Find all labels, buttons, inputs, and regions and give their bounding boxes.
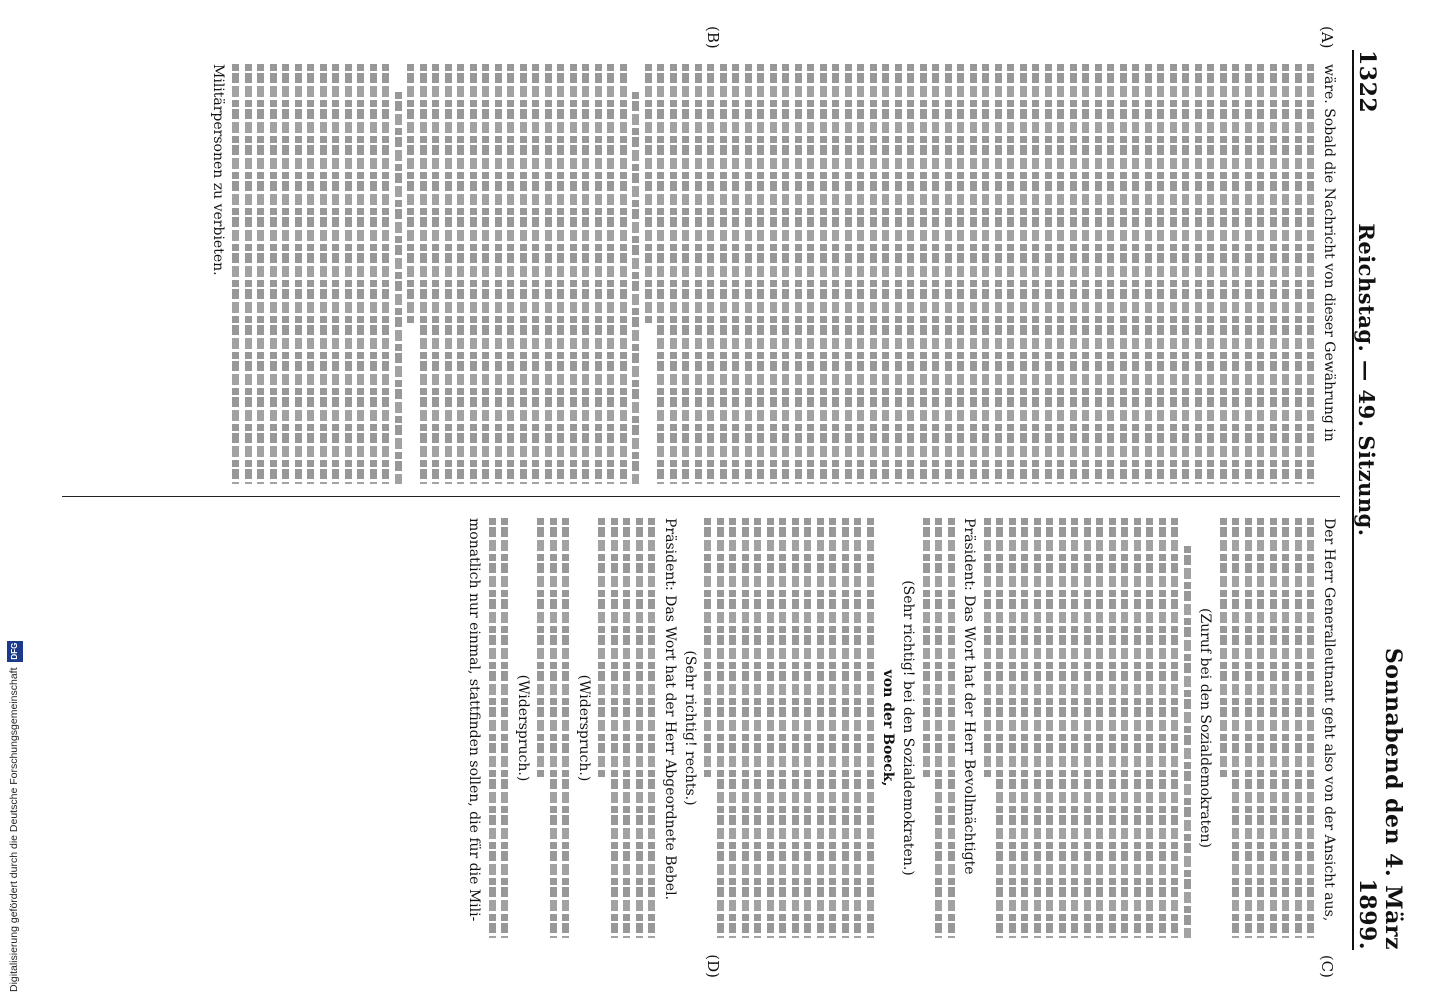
column-divider <box>62 496 1340 497</box>
margin-mark-b: (B) <box>704 26 722 49</box>
page-title: Reichstag. — 49. Sitzung. <box>1354 223 1379 537</box>
interjection-widerspruch-2: (Widerspruch.) <box>515 674 531 782</box>
right-column-closing-line: monatlich nur einmal, stattfinden sollen, die für die Mili- <box>466 518 483 922</box>
page-header <box>1352 50 1406 950</box>
speaker-von-der-boeck: von der Boeck, <box>880 669 897 787</box>
interjection-zuruf: (Zuruf bei den Sozialdemokraten) <box>1197 608 1214 848</box>
session-date: Sonnabend den 4. März 1899. <box>1354 647 1406 950</box>
interjection-widerspruch-1: (Widerspruch.) <box>576 674 592 782</box>
digitization-credit <box>6 592 22 992</box>
interjection-sehr-richtig-2: (Sehr richtig! rechts.) <box>682 650 698 806</box>
page-number: 1322 <box>1354 50 1380 114</box>
speaker-president-2: Präsident: Das Wort hat der Herr Abgeordnete Bebel. <box>662 518 678 900</box>
interjection-sehr-richtig-1: (Sehr richtig! bei den Sozialdemokraten.) <box>900 580 917 876</box>
left-column-closing-line: Militärpersonen zu verbieten. <box>210 64 226 276</box>
right-column-opening-line: Der Herr Generalleutnant geht also von der Ansicht aus, <box>1321 518 1337 922</box>
left-column-opening-line: wäre. Sobald die Nachricht von dieser Gewährung in <box>1321 64 1337 442</box>
document-page <box>22 20 1412 980</box>
dfg-logo: DFG <box>7 641 23 662</box>
credit-text: Digitalisierung gefördert durch die Deutsche Forschungsgemeinschaft <box>8 667 20 992</box>
right-column <box>62 518 1340 938</box>
margin-mark-d: (D) <box>704 954 722 978</box>
margin-mark-a: (A) <box>1318 26 1336 49</box>
left-column <box>62 64 1340 484</box>
left-column-text-block <box>233 64 1315 484</box>
margin-mark-c: (C) <box>1318 954 1336 978</box>
speaker-president-1: Präsident: Das Wort hat der Herr Bevollmächtigte <box>961 518 978 875</box>
